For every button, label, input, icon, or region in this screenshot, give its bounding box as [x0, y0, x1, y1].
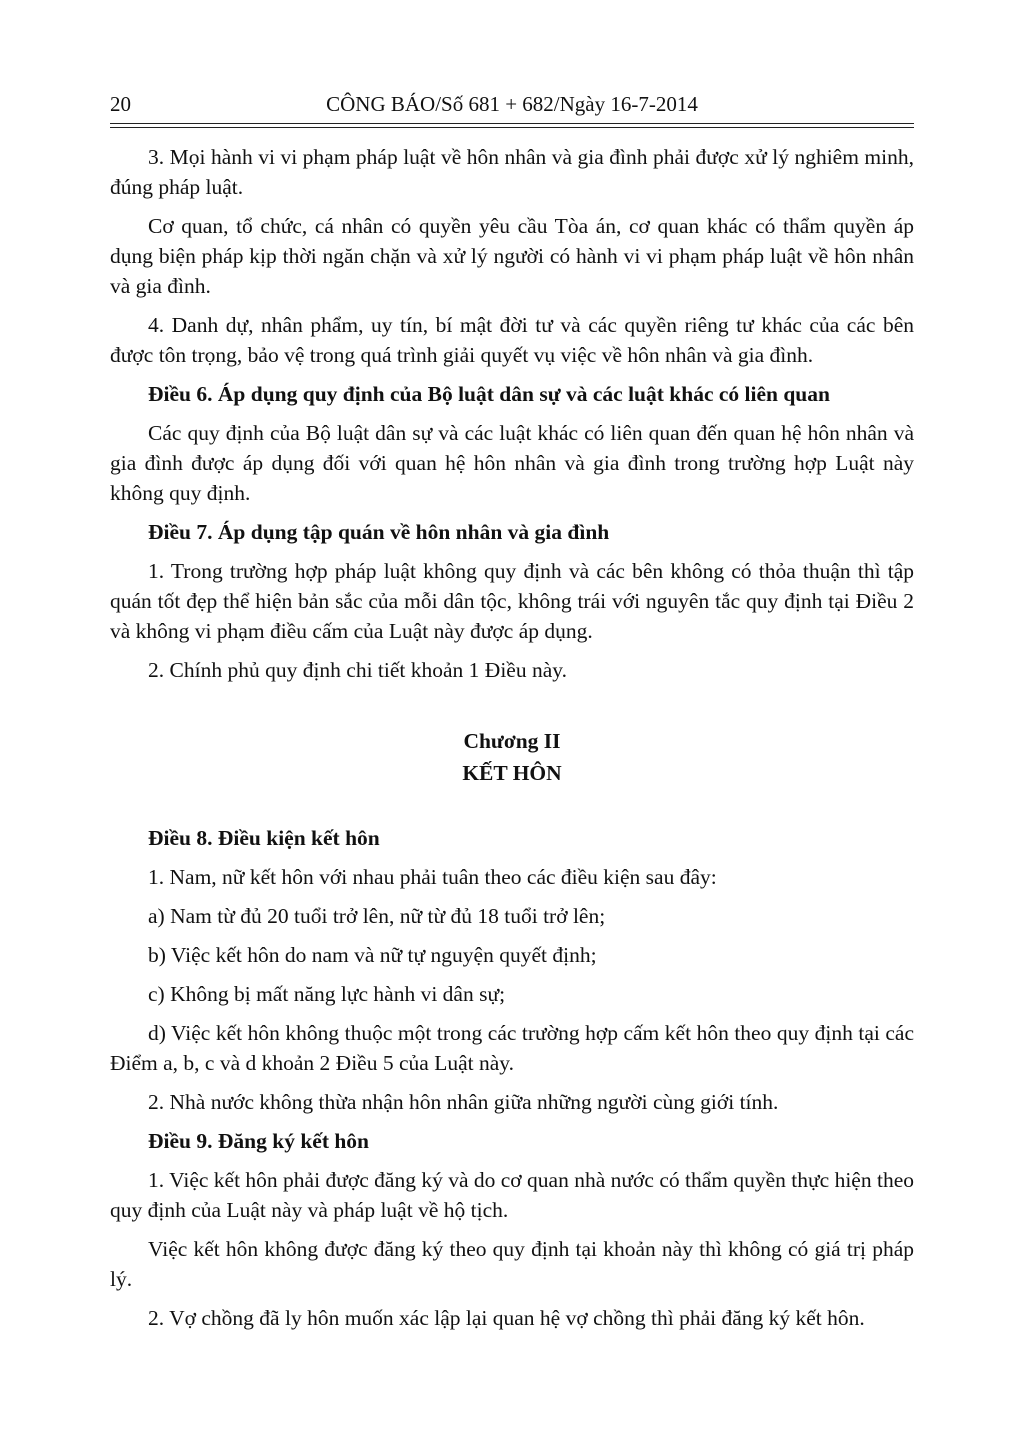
article-8-point-b: b) Việc kết hôn do nam và nữ tự nguyện quyết định; — [148, 943, 597, 967]
chapter-title: KẾT HÔN — [462, 761, 562, 785]
article-8-heading: Điều 8. Điều kiện kết hôn — [148, 826, 380, 850]
page-header — [110, 84, 914, 120]
article-9-clause1-continued: Việc kết hôn không được đăng ký theo quy định tại khoản này thì không có giá trị pháp lý. — [110, 1237, 914, 1291]
chapter-number: Chương II — [463, 729, 561, 753]
gazette-title: CÔNG BÁO/Số 681 + 682/Ngày 16-7-2014 — [326, 92, 698, 116]
article-8-point-c: c) Không bị mất năng lực hành vi dân sự; — [148, 982, 506, 1006]
article-8-point-d: d) Việc kết hôn không thuộc một trong các trường hợp cấm kết hôn theo quy định tại các Điểm a, b, c và d khoản 2 Điều 5 của Luật này. — [110, 1021, 914, 1075]
article-7-heading: Điều 7. Áp dụng tập quán về hôn nhân và gia đình — [148, 520, 610, 544]
article-8-clause1: 1. Nam, nữ kết hôn với nhau phải tuân theo các điều kiện sau đây: — [148, 865, 717, 889]
header-rule-bottom — [110, 127, 914, 128]
article-9-clause2: 2. Vợ chồng đã ly hôn muốn xác lập lại quan hệ vợ chồng thì phải đăng ký kết hôn. — [148, 1306, 865, 1330]
article-9-heading: Điều 9. Đăng ký kết hôn — [148, 1129, 370, 1153]
document-body — [110, 142, 914, 1342]
chapter-heading — [110, 725, 914, 789]
page-number: 20 — [110, 92, 131, 116]
article-7-clause2: 2. Chính phủ quy định chi tiết khoản 1 Điều này. — [148, 658, 567, 682]
article-8-clause2: 2. Nhà nước không thừa nhận hôn nhân giữa những người cùng giới tính. — [148, 1090, 779, 1114]
article-9-clause1: 1. Việc kết hôn phải được đăng ký và do cơ quan nhà nước có thẩm quyền thực hiện theo quy định của Luật này và pháp luật về hộ tịch. — [110, 1168, 914, 1222]
header-rule-top — [110, 123, 914, 124]
article-7-clause1: 1. Trong trường hợp pháp luật không quy định và các bên không có thỏa thuận thì tập quán tốt đẹp thể hiện bản sắc của mỗi dân tộc, không trái với nguyên tắc quy định tại Điều 2 và không vi phạm điều cấm của Luật này được áp dụng. — [110, 559, 914, 643]
article-6-paragraph: Các quy định của Bộ luật dân sự và các luật khác có liên quan đến quan hệ hôn nhân và gia đình được áp dụng đối với quan hệ hôn nhân và gia đình trong trường hợp Luật này không quy định. — [110, 421, 914, 505]
paragraph-article5-clause3-continued: Cơ quan, tổ chức, cá nhân có quyền yêu cầu Tòa án, cơ quan khác có thẩm quyền áp dụng biện pháp kịp thời ngăn chặn và xử lý người có hành vi vi phạm pháp luật về hôn nhân và gia đình. — [110, 214, 914, 298]
article-8-point-a: a) Nam từ đủ 20 tuổi trở lên, nữ từ đủ 18 tuổi trở lên; — [148, 904, 606, 928]
article-6-heading: Điều 6. Áp dụng quy định của Bộ luật dân sự và các luật khác có liên quan — [148, 382, 830, 406]
paragraph-article5-clause4: 4. Danh dự, nhân phẩm, uy tín, bí mật đời tư và các quyền riêng tư khác của các bên được tôn trọng, bảo vệ trong quá trình giải quyết vụ việc về hôn nhân và gia đình. — [110, 313, 914, 367]
paragraph-article5-clause3: 3. Mọi hành vi vi phạm pháp luật về hôn nhân và gia đình phải được xử lý nghiêm minh, đúng pháp luật. — [110, 145, 914, 199]
